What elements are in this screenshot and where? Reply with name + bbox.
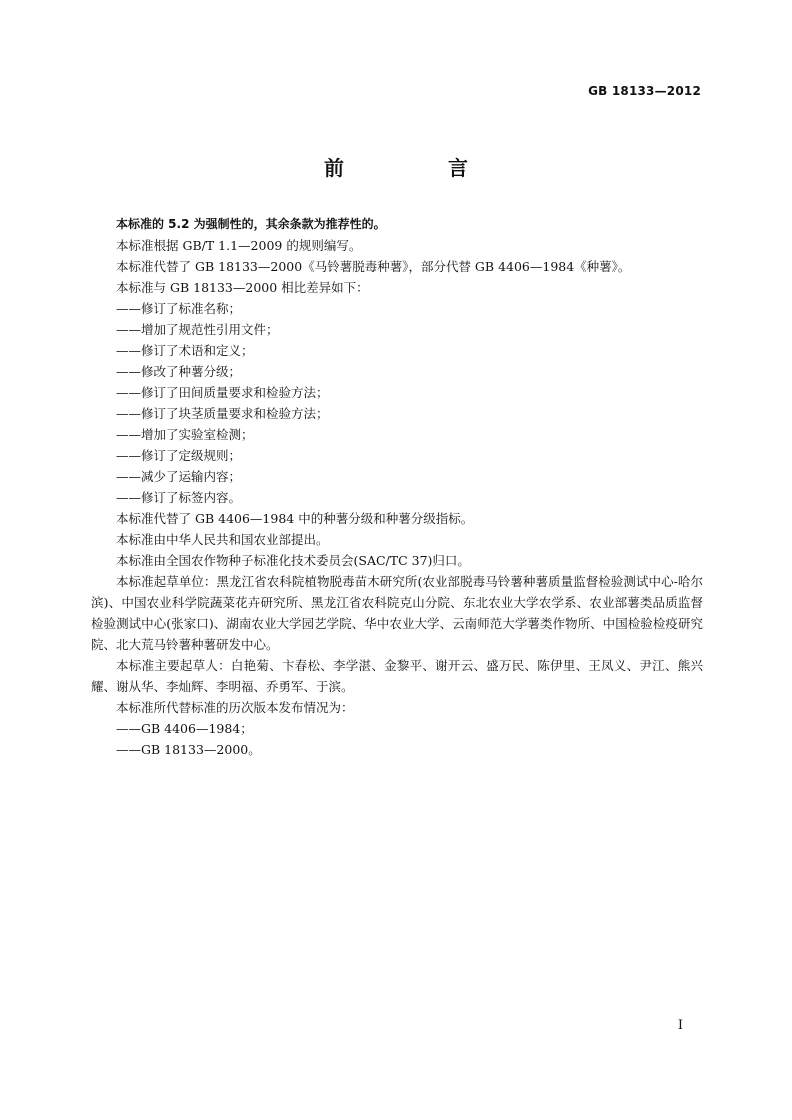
page-number: I [677, 1018, 683, 1033]
change-item: ——修订了标签内容。 [116, 490, 242, 505]
page-title: 前 言 [324, 156, 510, 180]
change-item: ——增加了规范性引用文件； [116, 322, 279, 337]
paragraph-drafting-rules: 本标准根据 GB/T 1.1—2009 的规则编写。 [116, 238, 362, 253]
paragraph-mandatory-clause: 本标准的 5.2 为强制性的，其余条款为推荐性的。 [116, 217, 386, 231]
change-item: ——修改了种薯分级； [116, 364, 242, 379]
foreword-body [91, 214, 703, 760]
history-item: ——GB 4406—1984； [116, 721, 253, 736]
change-item: ——修订了定级规则； [116, 448, 242, 463]
change-item: ——减少了运输内容； [116, 469, 242, 484]
paragraph-history-intro: 本标准所代替标准的历次版本发布情况为： [116, 700, 354, 715]
standard-code: GB 18133—2012 [588, 84, 701, 98]
change-item: ——修订了田间质量要求和检验方法； [116, 385, 329, 400]
change-item: ——增加了实验室检测； [116, 427, 254, 442]
paragraph-replaces-partial: 本标准代替了 GB 4406—1984 中的种薯分级和种薯分级指标。 [116, 511, 474, 526]
history-item: ——GB 18133—2000。 [116, 742, 261, 757]
change-item: ——修订了术语和定义； [116, 343, 254, 358]
paragraph-differences-intro: 本标准与 GB 18133—2000 相比差异如下： [116, 280, 369, 295]
change-item: ——修订了块茎质量要求和检验方法； [116, 406, 329, 421]
paragraph-centralized-by: 本标准由全国农作物种子标准化技术委员会(SAC/TC 37)归口。 [116, 553, 470, 568]
paragraph-drafters: 本标准主要起草人：白艳菊、卞春松、李学湛、金黎平、谢开云、盛万民、陈伊里、王凤义、尹江、熊兴耀、谢从华、李灿辉、李明福、乔勇军、于滨。 [91, 658, 703, 694]
change-item: ——修订了标准名称； [116, 301, 242, 316]
paragraph-drafting-units: 本标准起草单位：黑龙江省农科院植物脱毒苗木研究所(农业部脱毒马铃薯种薯质量监督检验测试中心-哈尔滨)、中国农业科学院蔬菜花卉研究所、黑龙江省农科院克山分院、东北农业大学农学系、农业部薯类品质监督检验测试中心(张家口)、湖南农业大学园艺学院、华中农业大学、云南师范大学薯类作物所、中国检验检疫研究院、北大荒马铃薯种薯研发中心。 [91, 574, 703, 652]
paragraph-proposed-by: 本标准由中华人民共和国农业部提出。 [116, 532, 329, 547]
paragraph-replaces: 本标准代替了 GB 18133—2000《马铃薯脱毒种薯》，部分代替 GB 4406—1984《种薯》。 [116, 259, 631, 274]
